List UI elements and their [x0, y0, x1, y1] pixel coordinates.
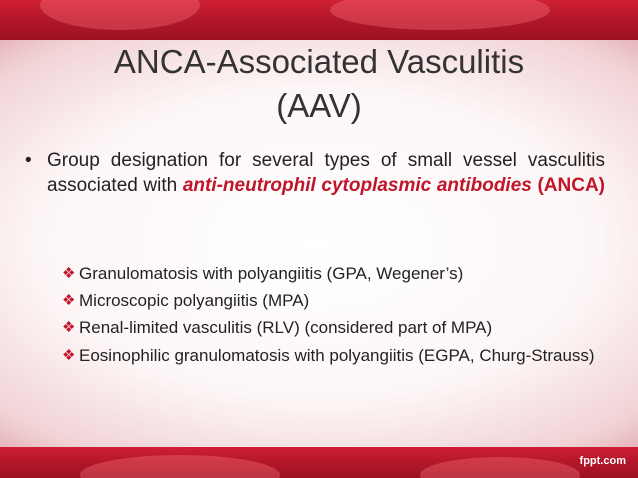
diamond-bullet-icon: ❖	[62, 292, 76, 309]
diamond-bullet-icon: ❖	[62, 319, 76, 336]
bullet-emphasis: anti-neutrophil cytoplasmic antibodies	[182, 175, 532, 196]
list-item-text: Microscopic polyangiitis (MPA)	[79, 291, 310, 310]
list-item-text: Renal-limited vasculitis (RLV) (considered part of MPA)	[79, 318, 493, 337]
list-item	[62, 344, 612, 368]
list-item-text: Eosinophilic granulomatosis with polyangiitis (EGPA, Churg-Strauss)	[79, 346, 595, 365]
main-bullet	[25, 148, 605, 223]
list-item	[62, 262, 612, 286]
bullet-abbreviation: (ANCA)	[531, 175, 605, 196]
title-line-1: ANCA-Associated Vasculitis	[113, 43, 525, 80]
list-item	[62, 289, 612, 313]
brand-watermark: fppt.com	[579, 455, 626, 467]
slide-title	[40, 40, 598, 128]
diamond-bullet-icon: ❖	[62, 265, 76, 282]
list-item-text: Granulomatosis with polyangiitis (GPA, Wegener’s)	[79, 264, 464, 283]
top-red-band	[0, 0, 638, 40]
bullet-text-block	[47, 148, 605, 223]
title-line-2: (AAV)	[276, 87, 362, 124]
bullet-text: Group designation for several types of small vessel vasculitis associated with	[47, 150, 605, 196]
bottom-red-band	[0, 447, 638, 478]
list-item	[62, 316, 612, 340]
diamond-bullet-icon: ❖	[62, 347, 76, 364]
bullet-marker: •	[25, 150, 32, 171]
